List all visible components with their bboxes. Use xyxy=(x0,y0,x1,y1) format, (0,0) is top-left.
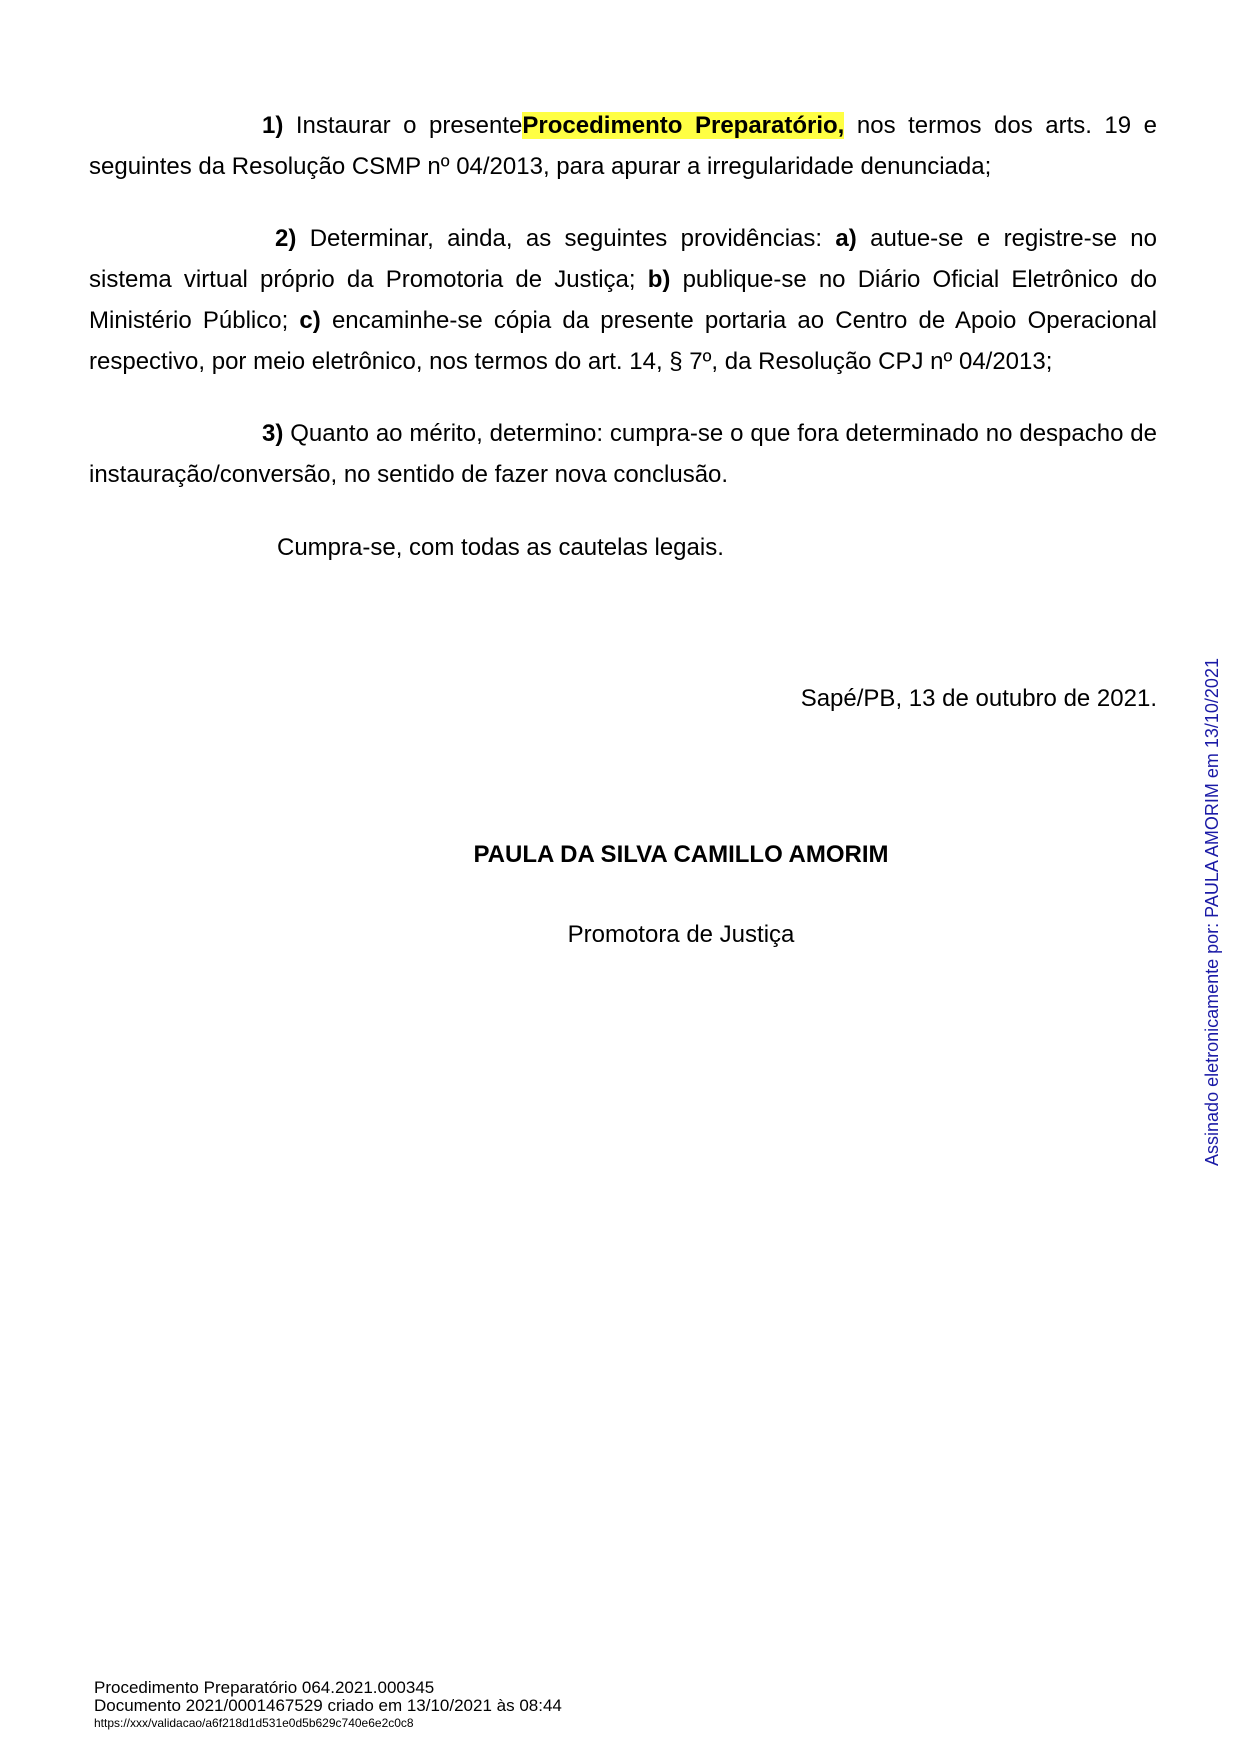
item-number: 3) xyxy=(262,420,284,447)
paragraph-text: publique-se no Diário Oficial Eletrônico do Ministério Público; xyxy=(89,266,1158,334)
paragraph-3 xyxy=(89,413,1157,495)
sub-item-a: a) xyxy=(835,225,857,252)
sub-item-c: c) xyxy=(299,307,321,334)
paragraph-text: Quanto ao mérito, determino: cumpra-se o que fora determinado no despacho de instauração/conversão, no sentido de fazer nova conclusão. xyxy=(89,420,1157,488)
highlighted-procedure-name: Procedimento Preparatório, xyxy=(522,112,845,139)
paragraph-text: Instaurar o presente xyxy=(283,112,523,139)
item-number: 2) xyxy=(275,225,297,252)
paragraph-2 xyxy=(89,218,1157,382)
signer-role: Promotora de Justiça xyxy=(567,921,795,948)
paragraph-text: Determinar, ainda, as seguintes providências: xyxy=(296,225,836,252)
signer-name: PAULA DA SILVA CAMILLO AMORIM xyxy=(473,841,889,868)
footer-validation-url: https://xxx/validacao/a6f218d1d531e0d5b629c740e6e2c0c8 xyxy=(94,1716,414,1730)
paragraph-1 xyxy=(89,105,1157,187)
closing-line: Cumpra-se, com todas as cautelas legais. xyxy=(277,534,724,561)
paragraph-text: nos termos dos arts. 19 e seguintes da Resolução CSMP nº 04/2013, para apurar a irregularidade denunciada; xyxy=(89,112,1158,180)
paragraph-text: autue-se e registre-se no sistema virtual próprio da Promotoria de Justiça; xyxy=(89,225,1158,293)
date-line: Sapé/PB, 13 de outubro de 2021. xyxy=(800,685,1157,712)
footer-procedure: Procedimento Preparatório 064.2021.000345 xyxy=(94,1678,435,1697)
sub-item-b: b) xyxy=(647,266,671,293)
paragraph-text: encaminhe-se cópia da presente portaria ao Centro de Apoio Operacional respectivo, por meio eletrônico, nos termos do art. 14, § 7º, da Resolução CPJ nº 04/2013; xyxy=(89,307,1157,375)
document-footer xyxy=(94,1679,562,1731)
footer-document-id: Documento 2021/0001467529 criado em 13/10/2021 às 08:44 xyxy=(94,1696,562,1715)
item-number: 1) xyxy=(262,112,284,139)
electronic-signature-stamp: Assinado eletronicamente por: PAULA AMORIM em 13/10/2021 xyxy=(1202,658,1222,1166)
